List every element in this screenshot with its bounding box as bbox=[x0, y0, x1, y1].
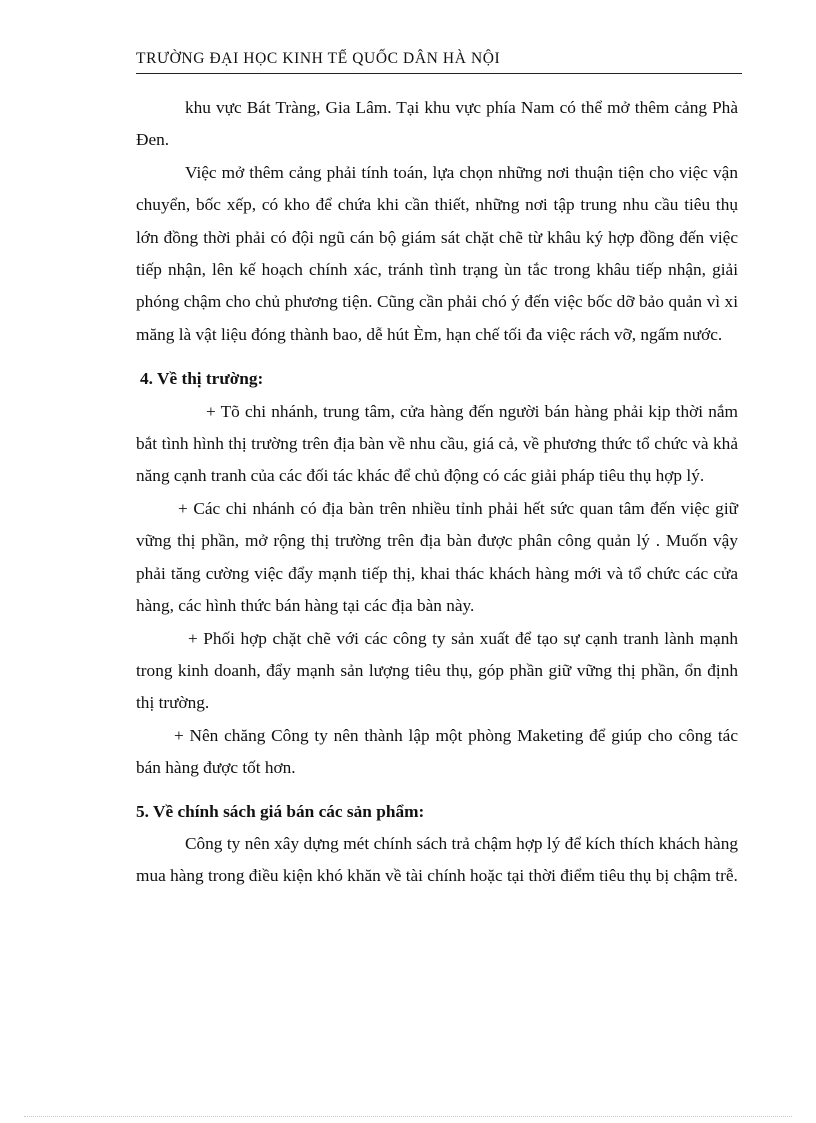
page-header-title: TRƯỜNG ĐẠI HỌC KINH TẾ QUỐC DÂN HÀ NỘI bbox=[136, 50, 501, 67]
document-body bbox=[136, 92, 738, 893]
paragraph-market-info: + Tõ chi nhánh, trung tâm, cửa hàng đến người bán hàng phải kịp thời nắm bắt tình hình thị trường trên địa bàn về nhu cầu, giá cả, về phương thức tổ chức và khả năng cạnh tranh của các đối tác khác để chủ động có các giải pháp tiêu thụ hợp lý. bbox=[136, 401, 738, 486]
paragraph-ports-south: khu vực Bát Tràng, Gia Lâm. Tại khu vực phía Nam có thể mở thêm cảng Phà Đen. bbox=[136, 98, 738, 150]
section-heading-pricing: 5. Về chính sách giá bán các sản phẩm: bbox=[136, 801, 425, 821]
header-divider bbox=[136, 73, 742, 74]
paragraph-coordination: + Phối hợp chặt chẽ với các công ty sản xuất để tạo sự cạnh tranh lành mạnh trong kinh doanh, đẩy mạnh sản lượng tiêu thụ, góp phần giữ vững thị phần, ổn định thị trường. bbox=[136, 628, 738, 713]
paragraph-branch-share: + Các chi nhánh có địa bàn trên nhiều tỉnh phải hết sức quan tâm đến việc giữ vững thị phần, mở rộng thị trường trên địa bàn được phân công quản lý . Muốn vậy phải tăng cường việc đẩy mạnh tiếp thị, khai thác khách hàng mới và tổ chức các cửa hàng, các hình thức bán hàng tại các địa bàn này. bbox=[136, 498, 738, 616]
paragraph-marketing-dept: + Nên chăng Công ty nên thành lập một phòng Maketing để giúp cho công tác bán hàng được tốt hơn. bbox=[136, 725, 738, 778]
paragraph-deferred-payment: Công ty nên xây dựng mét chính sách trả chậm hợp lý để kích thích khách hàng mua hàng trong điều kiện khó khăn về tài chính hoặc tại thời điểm tiêu thụ bị chậm trễ. bbox=[136, 833, 738, 886]
page-bottom-border bbox=[24, 1116, 792, 1117]
section-heading-market: 4. Về thị trường: bbox=[140, 369, 264, 389]
paragraph-port-expansion: Việc mở thêm cảng phải tính toán, lựa chọn những nơi thuận tiện cho việc vận chuyển, bốc xếp, có kho để chứa khi cần thiết, những nơi tập trung nhu cầu tiêu thụ lớn đồng thời phải có đội ngũ cán bộ giám sát chặt chẽ từ khâu ký hợp đồng đến việc tiếp nhận, lên kế hoạch chính xác, tránh tình trạng ùn tắc trong khâu tiếp nhận, giải phóng chậm cho chủ phương tiện. Cũng cần phải chó ý đến việc bốc dỡ bảo quản vì xi măng là vật liệu đóng thành bao, dễ hút Èm, hạn chế tối đa việc rách vỡ, ngấm nước. bbox=[136, 162, 738, 344]
